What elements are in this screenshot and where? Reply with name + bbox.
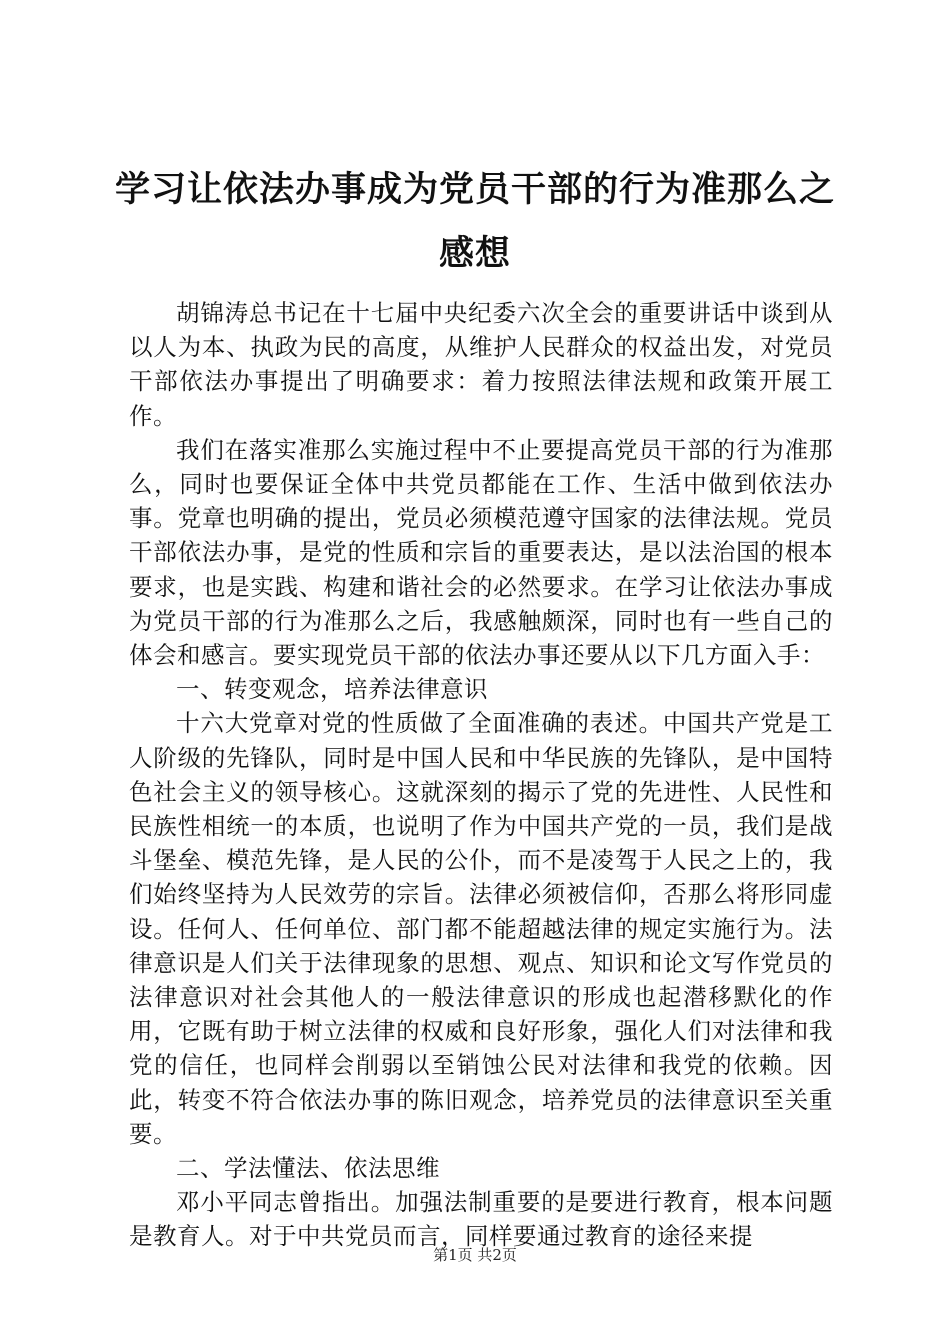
document-title: 学习让依法办事成为党员干部的行为准那么之感想 <box>114 170 835 274</box>
paragraph-education: 邓小平同志曾指出。加强法制重要的是要进行教育，根本问题是教育人。对于中共党员而言，同样要通过教育的途径来提 <box>129 1188 833 1251</box>
document-body <box>129 296 833 1254</box>
page-number-footer: 第1页 共2页 <box>433 1246 517 1264</box>
section-heading-2: 二、学法懂法、依法思维 <box>176 1154 440 1183</box>
paragraph-implementation: 我们在落实准那么实施过程中不止要提高党员干部的行为准那么，同时也要保证全体中共党员都能在工作、生活中做到依法办事。党章也明确的提出，党员必须模范遵守国家的法律法规。党员干部依法办事，是党的性质和宗旨的重要表达，是以法治国的根本要求，也是实践、构建和谐社会的必然要求。在学习让依法办事成为党员干部的行为准那么之后，我感触颇深，同时也有一些自己的体会和感言。要实现党员干部的依法办事还要从以下几方面入手： <box>129 435 833 670</box>
paragraph-party-nature: 十六大党章对党的性质做了全面准确的表述。中国共产党是工人阶级的先锋队，同时是中国人民和中华民族的先锋队，是中国特色社会主义的领导核心。这就深刻的揭示了党的先进性、人民性和民族性相统一的本质，也说明了作为中国共产党的一员，我们是战斗堡垒、模范先锋，是人民的公仆，而不是凌驾于人民之上的，我们始终坚持为人民效劳的宗旨。法律必须被信仰，否那么将形同虚设。任何人、任何单位、部门都不能超越法律的规定实施行为。法律意识是人们关于法律现象的思想、观点、知识和论文写作党员的法律意识对社会其他人的一般法律意识的形成也起潜移默化的作用，它既有助于树立法律的权威和良好形象，强化人们对法律和我党的信任，也同样会削弱以至销蚀公民对法律和我党的依赖。因此，转变不符合依法办事的陈旧观念，培养党员的法律意识至关重要。 <box>129 709 833 1148</box>
section-heading-1: 一、转变观念，培养法律意识 <box>176 675 488 704</box>
paragraph-intro: 胡锦涛总书记在十七届中央纪委六次全会的重要讲话中谈到从以人为本、执政为民的高度，从维护人民群众的权益出发，对党员干部依法办事提出了明确要求：着力按照法律法规和政策开展工作。 <box>129 299 833 430</box>
